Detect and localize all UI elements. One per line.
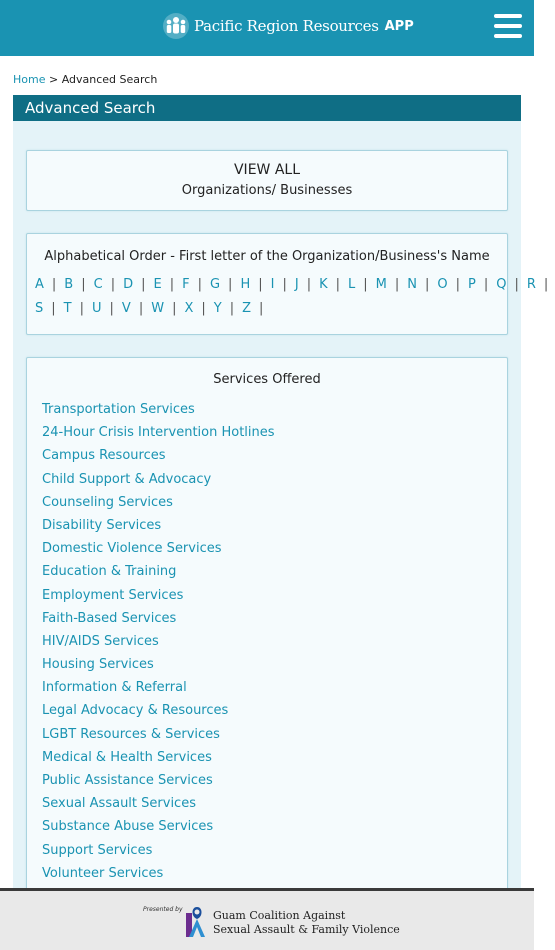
view-all-label: VIEW ALL [233,162,301,178]
letter-separator: | [110,277,116,292]
service-link[interactable]: Information & Referral [42,680,187,696]
letter-link-e[interactable]: E [153,277,162,292]
breadcrumb-home-link[interactable]: Home [13,73,46,86]
letter-separator: | [543,277,549,292]
view-all-sublabel: Organizations/ Businesses [181,183,353,198]
service-link[interactable]: Medical & Health Services [42,749,212,765]
letter-link-g[interactable]: G [209,277,221,292]
service-link[interactable]: Campus Resources [42,448,166,464]
letters-row-2 [34,301,270,316]
services-list [42,402,275,889]
coalition-ribbon-icon [183,905,211,939]
service-link[interactable]: HIV/AIDS Services [42,633,159,649]
breadcrumb-current: Advanced Search [61,73,158,86]
letter-separator: | [109,301,114,316]
letter-separator: | [197,277,202,292]
letter-separator: | [483,277,489,292]
letter-link-d[interactable]: D [123,277,134,292]
coalition-name-line2: Sexual Assault & Family Violence [213,923,400,936]
letter-link-m[interactable]: M [375,277,387,292]
app-logo[interactable] [162,10,414,42]
letter-separator: | [51,277,57,292]
letter-link-f[interactable]: F [182,277,190,292]
letter-separator: | [514,277,519,292]
letter-link-u[interactable]: U [92,301,102,316]
letter-separator: | [335,277,340,292]
letter-separator: | [51,301,56,316]
letter-separator: | [172,301,177,316]
service-link[interactable]: Public Assistance Services [42,773,213,788]
letters-row-1 [34,277,555,292]
alphabetical-title: Alphabetical Order - First letter of the Organization/Business's Name [44,249,490,264]
service-link[interactable]: LGBT Resources & Services [42,726,220,742]
service-link[interactable]: Substance Abuse Services [42,819,214,835]
coalition-name [213,909,400,937]
letter-separator: | [282,277,287,292]
services-offered [26,357,508,917]
letter-separator: | [394,277,400,292]
letter-separator: | [81,277,86,292]
letter-link-o[interactable]: O [437,277,448,292]
letter-link-k[interactable]: K [319,277,328,292]
letter-link-v[interactable]: V [121,301,131,316]
letter-separator: | [169,277,175,292]
service-link[interactable]: Disability Services [42,517,162,533]
letter-link-b[interactable]: B [64,277,74,292]
letter-link-x[interactable]: X [184,301,194,316]
services-title: Services Offered [213,372,321,387]
service-link[interactable]: Education & Training [42,564,177,580]
service-link[interactable]: Support Services [42,842,153,858]
advanced-search-panel [13,95,549,895]
letter-separator: | [259,301,264,316]
letter-link-t[interactable]: T [63,301,72,316]
letter-link-l[interactable]: L [348,277,356,292]
footer [0,888,534,950]
service-link[interactable]: Housing Services [42,657,154,673]
logo-app-label: APP [384,18,414,34]
logo-text: Pacific Region Resources [194,17,379,35]
letter-separator: | [201,301,206,316]
alphabetical-filter [26,233,549,335]
letter-link-i[interactable]: I [270,277,275,292]
letter-separator: | [229,301,235,316]
letter-link-p[interactable]: P [468,277,476,292]
service-link[interactable]: Counseling Services [42,494,173,510]
letter-link-z[interactable]: Z [242,301,251,316]
service-link[interactable]: 24-Hour Crisis Intervention Hotlines [42,425,275,441]
letter-link-c[interactable]: C [93,277,103,292]
service-link[interactable]: Employment Services [42,587,184,603]
service-link[interactable]: Legal Advocacy & Resources [42,703,229,719]
letter-link-s[interactable]: S [35,301,44,316]
letter-separator: | [424,277,430,292]
presented-by-label: Presented by [143,906,183,913]
service-link[interactable]: Domestic Violence Services [42,541,222,557]
service-link[interactable]: Child Support & Advocacy [42,471,212,487]
letter-separator: | [138,301,144,316]
letter-link-q[interactable]: Q [496,277,507,292]
breadcrumb-separator: > [48,73,59,86]
letter-link-j[interactable]: J [294,277,299,292]
letter-separator: | [228,277,233,292]
service-link[interactable]: Volunteer Services [42,865,164,881]
letter-separator: | [363,277,368,292]
letter-link-r[interactable]: R [526,277,536,292]
app-header [0,0,534,56]
panel-title: Advanced Search [13,95,521,121]
letter-link-h[interactable]: H [240,277,251,292]
service-link[interactable]: Faith-Based Services [42,610,177,626]
service-link[interactable]: Transportation Services [42,402,195,417]
letter-separator: | [258,277,263,292]
people-group-icon [162,12,190,40]
letter-separator: | [306,277,312,292]
view-all-button[interactable] [26,150,508,211]
letter-separator: | [79,301,84,316]
letter-separator: | [455,277,460,292]
letter-link-w[interactable]: W [151,301,165,316]
letter-link-a[interactable]: A [35,277,44,292]
service-link[interactable]: Sexual Assault Services [42,796,196,812]
hamburger-menu-icon[interactable] [494,14,522,38]
breadcrumb [13,73,157,86]
letter-separator: | [141,277,146,292]
coalition-name-line1: Guam Coalition Against [213,909,346,922]
letter-link-y[interactable]: Y [213,301,222,316]
letter-link-n[interactable]: N [407,277,417,292]
